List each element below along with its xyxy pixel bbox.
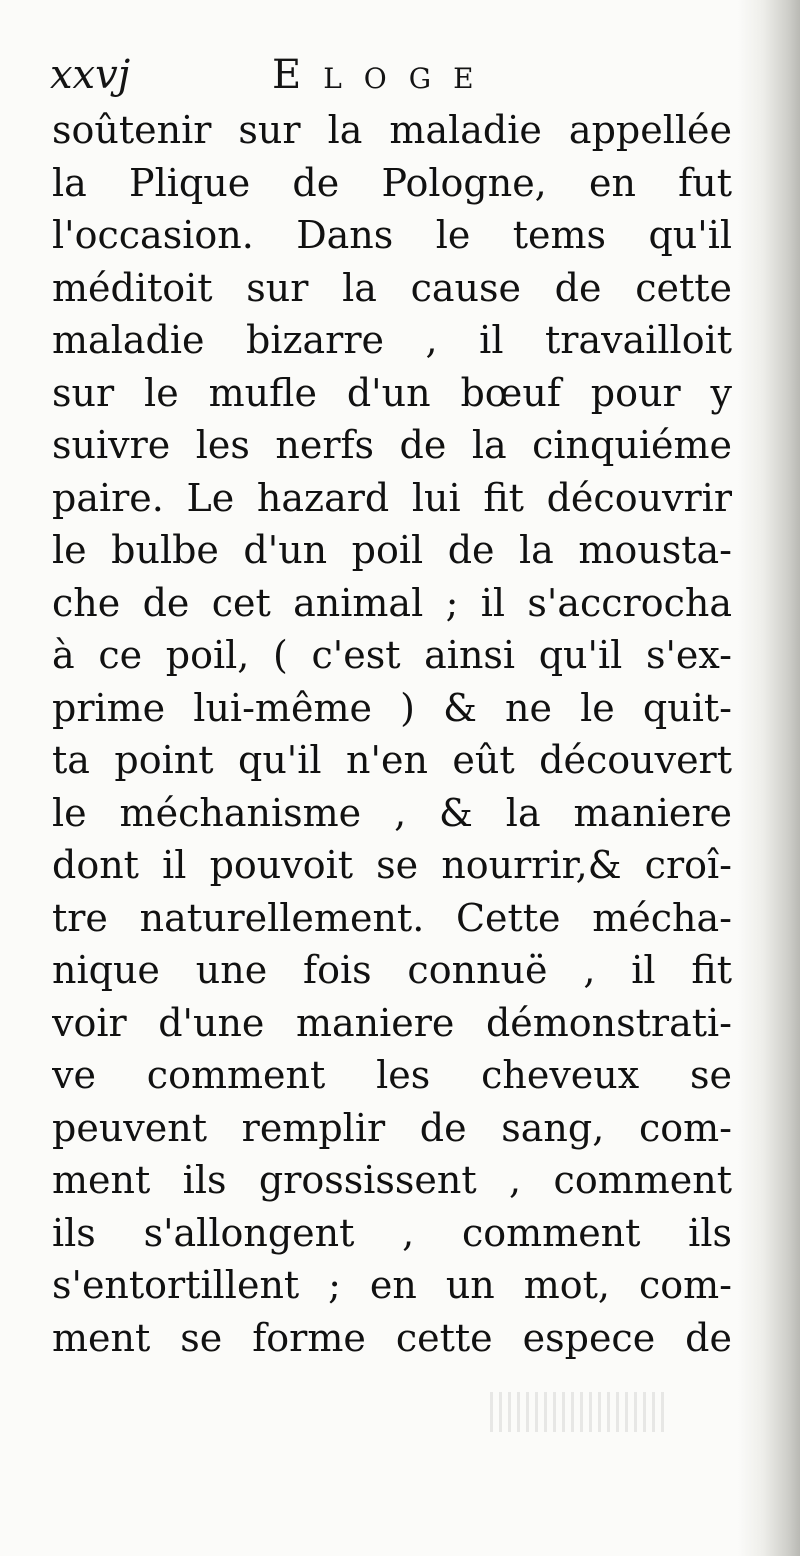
bleed-through-smudge xyxy=(490,1392,670,1432)
text-line: voir d'une maniere démonstrati- xyxy=(52,1000,732,1045)
text-line: le bulbe d'un poil de la moustа- xyxy=(52,528,732,572)
text-line: sur le mufle d'un bœuf pour y xyxy=(52,370,732,415)
text-line: tre naturellement. Cette mécha- xyxy=(52,895,732,940)
text-line: dont il pouvoit se nourrir,& croî- xyxy=(52,843,732,887)
text-line: ment ils grossissent , comment xyxy=(52,1158,732,1202)
text-line: prime lui-même ) & ne le quit- xyxy=(52,685,732,730)
text-line: le méchanisme , & la maniere xyxy=(52,790,732,835)
text-line: ve comment les cheveux se xyxy=(52,1053,732,1097)
text-line: suivre les nerfs de la cinquiéme xyxy=(52,423,732,467)
text-line: soûtenir sur la maladie appellée xyxy=(52,108,732,152)
text-line: à ce poil, ( c'est ainsi qu'il s'ex- xyxy=(52,633,732,677)
text-line: maladie bizarre , il travailloit xyxy=(52,318,732,362)
text-line: ta point qu'il n'en eût découvert xyxy=(52,738,732,782)
page-number: xxvj xyxy=(50,52,131,98)
text-line: la Plique de Pologne, en fut xyxy=(52,160,732,205)
page-gutter-shadow xyxy=(738,0,800,1556)
running-title: Eloge xyxy=(272,52,496,98)
text-line: nique une fois connuë , il fit xyxy=(52,948,732,992)
text-line: ment se forme cette espece de xyxy=(52,1315,732,1360)
text-line: paire. Le hazard lui fit découvrir xyxy=(52,475,732,520)
text-line: che de cet animal ; il s'accrocha xyxy=(52,580,732,625)
text-line: s'entortillent ; en un mot, com- xyxy=(52,1263,732,1307)
body-text xyxy=(52,104,732,1364)
text-line: l'occasion. Dans le tems qu'il xyxy=(52,213,732,257)
text-line: peuvent remplir de sang, com- xyxy=(52,1105,732,1150)
page-header xyxy=(50,48,730,102)
text-line: ils s'allongent , comment ils xyxy=(52,1210,732,1255)
text-line: méditoit sur la cause de cette xyxy=(52,265,732,310)
